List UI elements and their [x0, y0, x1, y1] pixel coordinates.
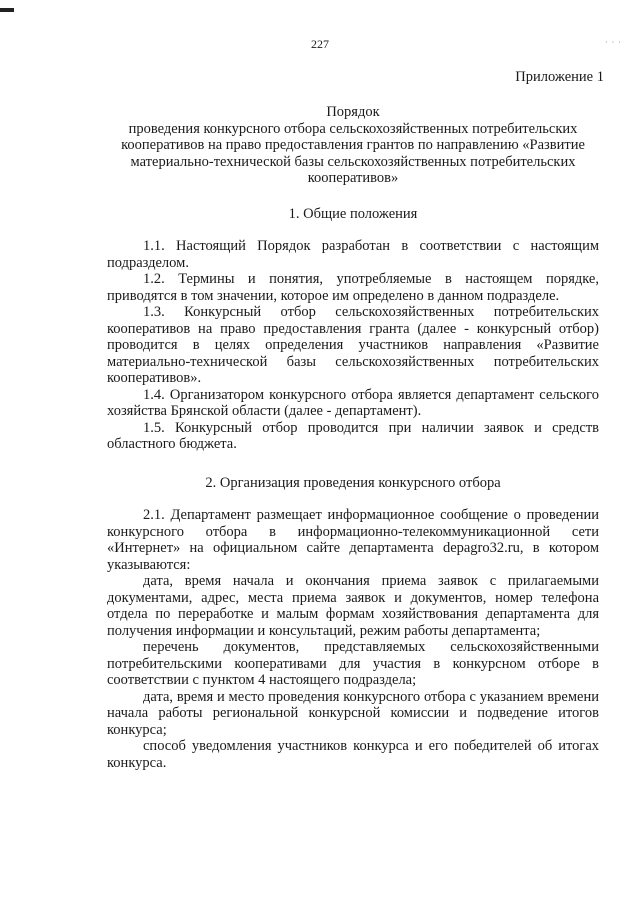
scan-edge-mark [0, 8, 14, 12]
document-title [107, 104, 599, 187]
document-body [107, 104, 599, 771]
paragraph: 1.4. Организатором конкурсного отбора является департамент сельского хозяйства Брянской области (далее - департамент). [107, 386, 599, 419]
appendix-label: Приложение 1 [515, 69, 604, 85]
paragraph: 2.1. Департамент размещает информационное сообщение о проведении конкурсного отбора в информационно-телекоммуникационной сети «Интернет» на официальном сайте департамента depagro32.ru, в котором указываются: [107, 507, 599, 573]
title-line-1: Порядок [326, 104, 380, 120]
paragraph: 1.2. Термины и понятия, употребляемые в настоящем порядке, приводятся в том значении, которое им определено в данном подразделе. [107, 271, 599, 304]
scan-dots: · · · [605, 38, 622, 47]
paragraph: способ уведомления участников конкурса и его победителей об итогах конкурса. [107, 738, 599, 771]
paragraph: 1.5. Конкурсный отбор проводится при наличии заявок и средств областного бюджета. [107, 419, 599, 452]
section-1-body [107, 238, 599, 453]
paragraph: дата, время начала и окончания приема заявок с прилагаемыми документами, адрес, места приема заявок и документов, номер телефона отдела по переработке и малым формам хозяйствования департамента для получения информации и консультаций, режим работы департамента; [107, 573, 599, 639]
paragraph: дата, время и место проведения конкурсного отбора с указанием времени начала работы региональной конкурсной комиссии и подведение итогов конкурса; [107, 688, 599, 738]
title-line-2: проведения конкурсного отбора сельскохозяйственных потребительских кооперативов на право предоставления грантов по направлению «Развитие материально-технической базы сельскохозяйственных потребительских кооперативов» [121, 120, 585, 186]
paragraph: перечень документов, представляемых сельскохозяйственными потребительскими кооперативами для участия в конкурсном отборе в соответствии с пунктом 4 настоящего подраздела; [107, 639, 599, 688]
paragraph: 1.1. Настоящий Порядок разработан в соответствии с настоящим подразделом. [107, 238, 599, 271]
section-2-heading: 2. Организация проведения конкурсного отбора [205, 474, 501, 491]
section-1-heading: 1. Общие положения [288, 205, 418, 222]
page-number: 227 [311, 37, 329, 51]
section-2-body [107, 507, 599, 771]
paragraph: 1.3. Конкурсный отбор сельскохозяйственных потребительских кооперативов на право предоставления гранта (далее - конкурсный отбор) проводится в целях определения участников направления «Развитие материально-технической базы сельскохозяйственных потребительских кооперативов». [107, 304, 599, 386]
